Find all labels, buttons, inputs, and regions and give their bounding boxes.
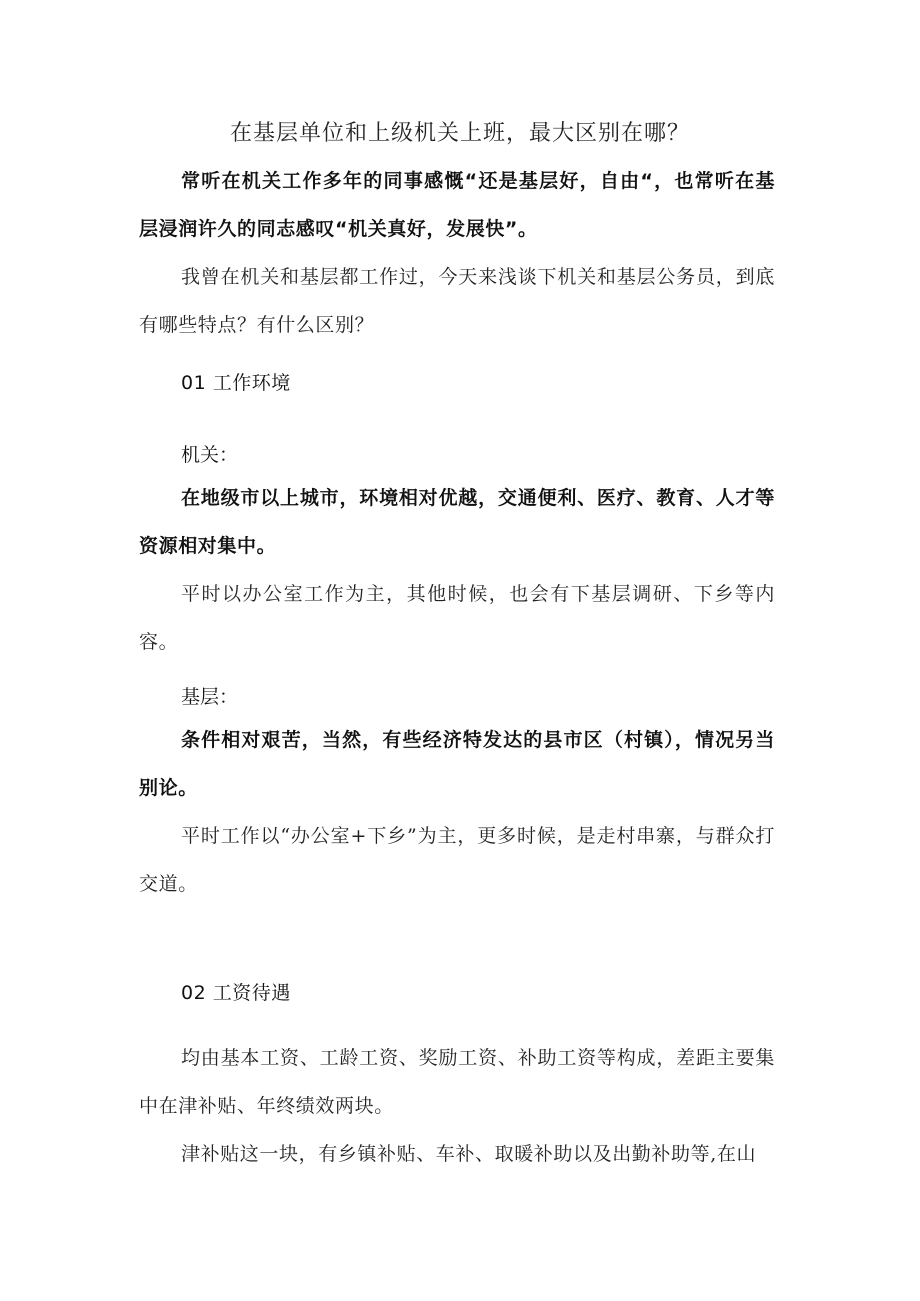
salary-paragraph-1: 均由基本工资、工龄工资、奖励工资、补助工资等构成，差距主要集中在津补贴、年终绩效两块。	[139, 1047, 775, 1117]
label-jiguan: 机关：	[181, 444, 239, 466]
salary-paragraph-2: 津补贴这一块，有乡镇补贴、车补、取暖补助以及出勤补助等,在山	[181, 1143, 757, 1165]
intro-paragraph: 我曾在机关和基层都工作过，今天来浅谈下机关和基层公务员，到底有哪些特点？有什么区别？	[139, 266, 775, 336]
label-jiceng: 基层：	[181, 686, 239, 708]
jiceng-paragraph: 平时工作以“办公室+下乡”为主，更多时候，是走村串寨，与群众打交道。	[139, 825, 775, 895]
jiguan-bold-paragraph: 在地级市以上城市，环境相对优越，交通便利、医疗、教育、人才等资源相对集中。	[139, 487, 775, 557]
section-heading-salary: 02 工资待遇	[181, 982, 291, 1004]
section-heading-work-environment: 01 工作环境	[181, 372, 291, 394]
intro-bold-paragraph: 常听在机关工作多年的同事感慨“还是基层好，自由“，也常听在基层浸润许久的同志感叹“机关真好，发展快”。	[139, 170, 775, 240]
document-title: 在基层单位和上级机关上班，最大区别在哪？	[229, 121, 690, 146]
jiceng-bold-paragraph: 条件相对艰苦，当然，有些经济特发达的县市区（村镇），情况另当别论。	[139, 729, 775, 799]
jiguan-paragraph: 平时以办公室工作为主，其他时候，也会有下基层调研、下乡等内容。	[139, 583, 775, 653]
